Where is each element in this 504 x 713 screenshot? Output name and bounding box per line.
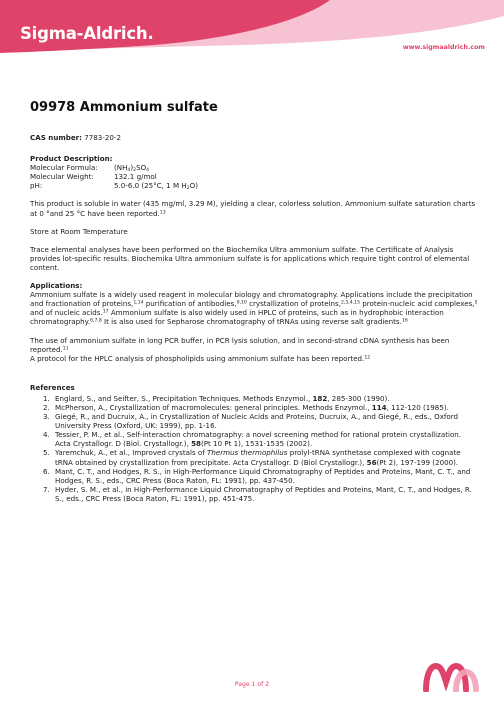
property-value: 132.1 g/mol [114,172,157,182]
reference-item: 5. Yaremchuk, A., et al., Improved crystals of Thermus thermophilus prolyl-tRNA synthetase complexed with cognate tRNA obtained by crystallization from precipitate. Acta Crystallogr. D (Biol Crystallogr.), 56(Pt 2), 197-199 (2000). [52,448,478,466]
property-key: pH: [30,181,43,191]
merck-m-logo-icon [422,662,482,692]
applications-para-1: Ammonium sulfate is a widely used reagent in molecular biology and chromatography. Applications include the precipitation and fractionation of proteins,$^{1,14}$ purification of antibodies,$^{9,10}$ crystallization of proteins,$^{2,3,4,15}$ protein-nucleic acid complexes,$^5$ and of nucleic acids.$^{17}$ Ammonium sulfate is also widely used in HPLC of proteins, such as in hydrophobic interaction chromatography.$^{6,7,8}$ It is also used for Sepharose chromatography of tRNAs using reverse salt gradients.$^{16}$ [30,290,478,327]
property-value: 5.0-6.0 (25°C, 1 M $H_2O$) [114,181,198,192]
document-body [30,100,478,503]
references-list [30,394,478,503]
property-key: Molecular Weight: [30,172,94,182]
property-value: $(NH_4)_2SO_4$ [114,163,150,174]
product-title: 09978 Ammonium sulfate [30,100,218,115]
solubility-text: This product is soluble in water (435 mg/ml, 3.29 M), yielding a clear, colorless solution. Ammonium sulfate saturation charts at 0 °and 25 °C have been reported.$^{13}$ [30,199,476,218]
applications-para-2: The use of ammonium sulfate in long PCR buffer, in PCR lysis solution, and in second-strand cDNA synthesis has been reported.$^{11}$ [30,335,450,354]
cas-value: 7783-20-2 [84,133,121,142]
trace-analysis-text: Trace elemental analyses have been performed on the Biochemika Ultra ammonium sulfate. The Certificate of Analysis provides lot-specific results. Biochemika Ultra ammonium sulfate is for applications which require tight control of elemental content. [30,244,470,272]
property-list [30,163,478,190]
property-key: Molecular Formula: [30,163,98,173]
reference-item: 7. Hyder, S. M., et al., in High-Performance Liquid Chromatography of Peptides and Proteins, Mant, C. T., and Hodges, R. S., eds., CRC Press (Boca Raton, FL: 1991), pp. 451-475. [52,485,478,503]
reference-item: 3. Giegé, R., and Ducruix, A., in Crystallization of Nucleic Acids and Proteins, Ducruix, A., and Giegé, R., eds., Oxford University Press (Oxford, UK: 1999), pp. 1-16. [52,412,478,430]
reference-item: 4. Tessier, P. M., et al., Self-interaction chromatography: a novel screening method for rational protein crystallization. Acta Crystallogr. D (Biol. Crystallogr.), 58(Pt 10 Pt 1), 1531-1535 (2002). [52,430,478,448]
product-description [30,154,478,190]
property-row [30,172,478,181]
brand-logo[interactable]: Sigma-Aldrich. [20,24,154,43]
description-heading: Product Description: [30,154,113,164]
reference-item: 2. McPherson, A., Crystallization of macromolecules: general principles. Methods Enzymol., 114, 112-120 (1985). [52,403,478,412]
applications-heading: Applications: [30,281,83,291]
applications-para-3: A protocol for the HPLC analysis of phospholipids using ammonium sulfate has been reported.$^{12}$ [30,353,371,363]
reference-item: 6. Mant, C. T., and Hodges, R. S., in High-Performance Liquid Chromatography of Peptides and Proteins, Mant, C. T., and Hodges, R. S., eds., CRC Press (Boca Raton, FL: 1991), pp. 437-450. [52,467,478,485]
page-number: Page 1 of 2 [234,681,270,688]
applications-section [30,281,478,363]
references-heading: References [30,382,75,392]
cas-label: CAS number: [30,133,82,142]
website-link[interactable]: www.sigmaaldrich.com [402,44,485,51]
cas-number [30,133,478,142]
storage-text: Store at Room Temperature [30,226,128,236]
property-row [30,181,478,190]
property-row [30,163,478,172]
reference-item: 1. Englard, S., and Seifter, S., Precipitation Techniques. Methods Enzymol., 182, 285-300 (1990). [52,394,478,403]
